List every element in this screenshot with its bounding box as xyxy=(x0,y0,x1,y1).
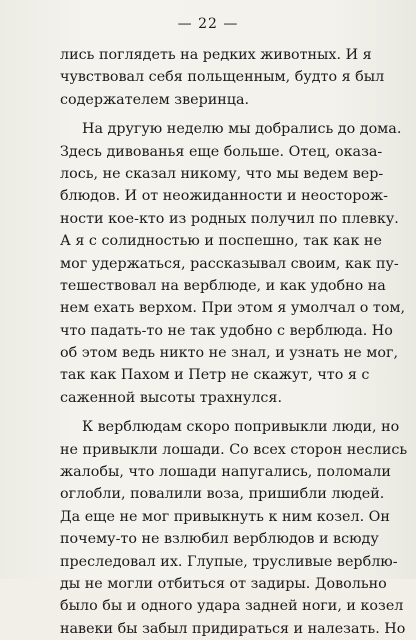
paragraph-gap xyxy=(60,111,360,118)
text-line: чувствовал себя польщенным, будто я был xyxy=(60,69,385,86)
text-line: блюдов. И от неожиданности и неосторож- xyxy=(60,188,388,205)
text-line: К верблюдам скоро попривыкли люди, но xyxy=(82,419,400,436)
page-number: — 22 — xyxy=(177,16,239,32)
text-line: об этом ведь никто не знал, и узнать не мог, xyxy=(60,345,399,362)
text-line: Да еще не мог привыкнуть к ним козел. Он xyxy=(60,508,390,525)
text-line: нем ехать верхом. При этом я умолчал о том, xyxy=(60,300,406,317)
text-line: навеки бы забыл придираться и налезать. Но xyxy=(60,620,406,637)
text-line: преследовал их. Глупые, трусливые верблю- xyxy=(60,553,398,570)
paragraph xyxy=(60,44,385,111)
paragraph xyxy=(60,416,408,640)
text-line: лось, не сказал никому, что мы ведем вер- xyxy=(60,165,384,182)
text-line: ды не могли отбиться от задиры. Довольно xyxy=(60,575,387,592)
text-line: тешествовал на верблюде, и как удобно на xyxy=(60,277,386,294)
text-line: что падать-то не так удобно с верблюда. Но xyxy=(60,322,393,339)
text-line: саженной высоты трахнулся. xyxy=(60,389,282,406)
page-text xyxy=(60,44,408,640)
text-line: содержателем зверинца. xyxy=(60,91,250,108)
text-line: так как Пахом и Петр не скажут, что я с xyxy=(60,367,370,384)
paragraph-gap xyxy=(60,409,360,416)
text-line: мог удержаться, рассказывал своим, как пу- xyxy=(60,255,399,272)
text-line: лись поглядеть на редких животных. И я xyxy=(60,47,372,63)
text-line: не привыкли лошади. Со всех сторон неслись xyxy=(60,441,408,458)
text-line: Здесь дивованья еще больше. Отец, оказа- xyxy=(60,143,383,160)
text-line: ности кое-кто из родных получил по плевку. xyxy=(60,210,399,227)
text-line: оглобли, повалили воза, пришибли людей. xyxy=(60,486,385,503)
text-line: А я с солидностью и поспешно, так как не xyxy=(60,233,382,250)
text-line: На другую неделю мы добрались до дома. xyxy=(82,121,402,138)
paragraph xyxy=(60,118,406,409)
text-line: жалобы, что лошади напугались, поломали xyxy=(60,464,391,481)
text-line: почему-то не взлюбил верблюдов и всюду xyxy=(60,531,379,548)
text-line: было бы и одного удара задней ноги, и козел xyxy=(60,598,404,615)
